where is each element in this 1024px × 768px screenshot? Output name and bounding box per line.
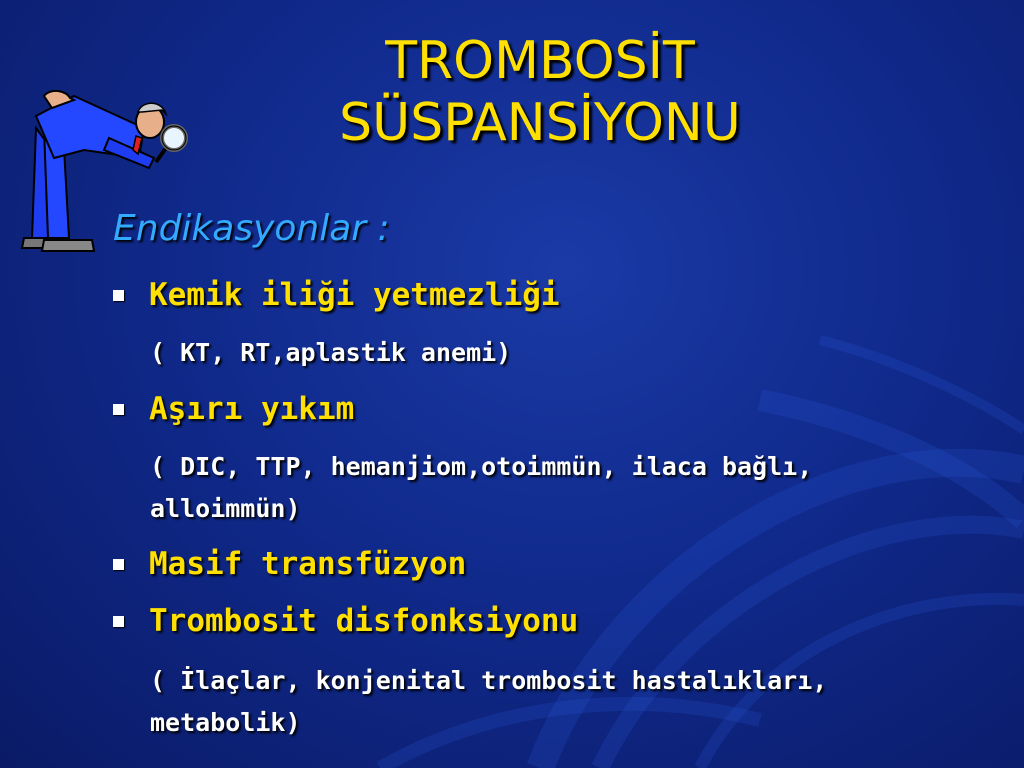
- list-item-detail: [150, 332, 511, 374]
- list-item-label: Aşırı yıkım: [149, 391, 355, 427]
- detail-line: ( İlaçlar, konjenital trombosit hastalıkları,: [150, 666, 828, 695]
- title-line-1: TROMBOSİT: [385, 31, 695, 91]
- detail-line: ( KT, RT,aplastik anemi): [150, 338, 512, 367]
- list-item-label: Trombosit disfonksiyonu: [149, 603, 579, 639]
- list-item-label: Masif transfüzyon: [149, 546, 467, 582]
- list-item: [113, 274, 560, 316]
- square-bullet-icon: [113, 290, 124, 301]
- list-item: [113, 600, 578, 642]
- detail-line: metabolik): [150, 708, 301, 737]
- detail-line: alloimmün): [150, 494, 301, 523]
- square-bullet-icon: [113, 404, 124, 415]
- list-item: [113, 388, 354, 430]
- list-item-label: Kemik iliği yetmezliği: [149, 277, 560, 313]
- section-heading: Endikasyonlar :: [113, 208, 390, 249]
- square-bullet-icon: [113, 616, 124, 627]
- list-item: [113, 543, 466, 585]
- detail-line: ( DIC, TTP, hemanjiom,otoimmün, ilaca bağlı,: [150, 452, 813, 481]
- slide-title: [180, 30, 900, 154]
- list-item-detail: [150, 660, 827, 744]
- title-line-2: SÜSPANSİYONU: [339, 93, 741, 153]
- list-item-detail: [150, 446, 812, 530]
- square-bullet-icon: [113, 559, 124, 570]
